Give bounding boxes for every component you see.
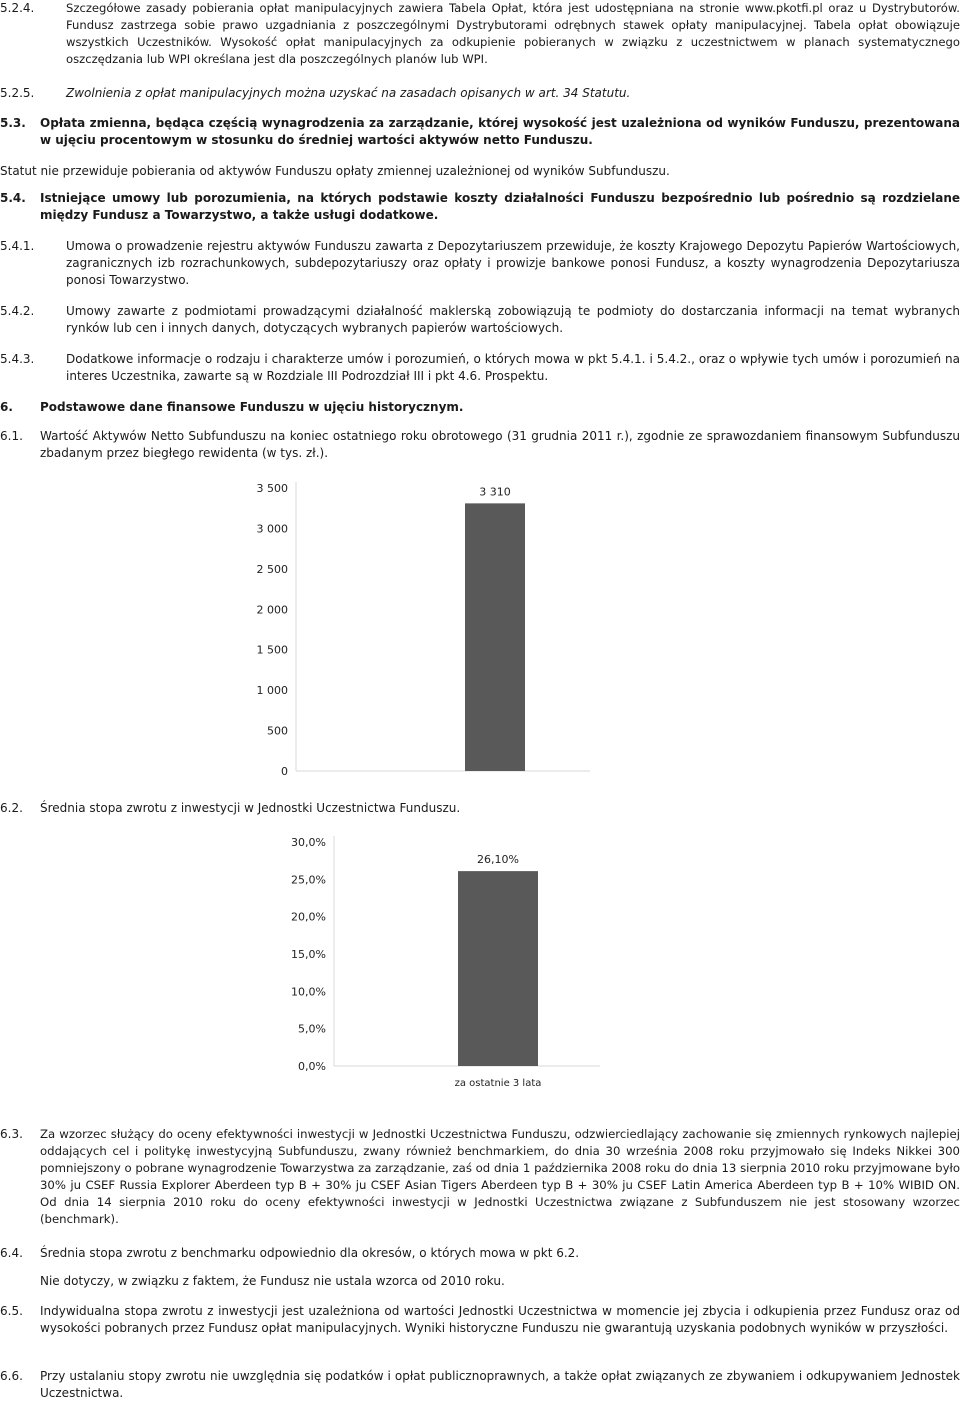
y-tick-label: 2 000 [256, 603, 288, 617]
section-text: Umowy zawarte z podmiotami prowadzącymi działalność maklerską zobowiązują te podmioty do dostarczania informacji na temat wybranych rynków lub cen i innych danych, dotyczących wybranych papierów wartościowych. [66, 304, 960, 335]
section-text: Istniejące umowy lub porozumienia, na których podstawie koszty działalności Funduszu bezpośrednio lub pośrednio są rozdzielane między Fundusz a Towarzystwo, a także usługi dodatkowe. [40, 191, 960, 222]
section-text: Umowa o prowadzenie rejestru aktywów Funduszu zawarta z Depozytariuszem przewiduje, że koszty Krajowego Depozytu Papierów Wartościowych, zagranicznych izb rozrachunkowych, subdepozytariuszy oraz opłaty i prowizje bankowe ponosi Fundusz, a koszty wynagrodzenia Depozytariusza ponosi Towarzystwo. [66, 239, 960, 287]
note-text: Statut nie przewiduje pobierania od aktywów Funduszu opłaty zmiennej uzależnionej od wyników Subfunduszu. [0, 164, 670, 178]
section-text: Średnia stopa zwrotu z inwestycji w Jednostki Uczestnictwa Funduszu. [40, 801, 461, 815]
y-tick-label: 10,0% [291, 985, 326, 999]
y-tick-label: 500 [267, 724, 288, 738]
section-text: Przy ustalaniu stopy zwrotu nie uwzględnia się podatków i opłat publicznoprawnych, a także opłat związanych ze zbywaniem i odkupywaniem Jednostek Uczestnictwa. [40, 1369, 960, 1400]
section-number: 6.6. [0, 1369, 23, 1383]
section-text: Opłata zmienna, będąca częścią wynagrodzenia za zarządzanie, której wysokość jest uzależniona od wyników Funduszu, prezentowana w ujęciu procentowym w stosunku do średniej wartości aktywów netto Funduszu. [40, 116, 960, 147]
y-tick-label: 2 500 [256, 562, 288, 576]
section-text: Dodatkowe informacje o rodzaju i charakterze umów i porozumień, o których mowa w pkt 5.4.1. i 5.4.2., oraz o wpływie tych umów i porozumień na interes Uczestnika, zawarte są w Rozdziale III Podrozdział III i pkt 4.6. Prospektu. [66, 352, 960, 383]
note-text: Nie dotyczy, w związku z faktem, że Fundusz nie ustala wzorca od 2010 roku. [40, 1274, 505, 1288]
y-tick-label: 5,0% [298, 1022, 326, 1036]
section-number: 6.3. [0, 1127, 23, 1141]
section-text: Szczegółowe zasady pobierania opłat manipulacyjnych zawiera Tabela Opłat, która jest udostępniana na stronie www.pkotfi.pl oraz u Dystrybutorów. Fundusz zastrzega sobie prawo uzgadniania z poszczególnymi Dystrybutorami odrębnych stawek opłaty manipulacyjnej. Tabela opłat obowiązuje wszystkich Uczestników. Wysokość opłat manipulacyjnych za odkupienie pobieranych w związku z uczestnictwem w planach systematycznego oszczędzania lub WPI określana jest dla poszczególnych planów lub WPI. [66, 1, 960, 66]
section-number: 5.2.4. [0, 1, 35, 15]
y-tick-label: 30,0% [291, 836, 326, 849]
section-number: 5.4. [0, 191, 26, 205]
y-tick-label: 3 000 [256, 522, 288, 536]
section-number: 5.2.5. [0, 86, 35, 100]
section-text: Wartość Aktywów Netto Subfunduszu na koniec ostatniego roku obrotowego (31 grudnia 2011 r.), zgodnie ze sprawozdaniem finansowym Subfunduszu zbadanym przez biegłego rewidenta (w tys. zł.). [40, 429, 960, 460]
section-number: 6.1. [0, 429, 23, 443]
section-number: 6.2. [0, 801, 23, 815]
section-number: 5.3. [0, 116, 26, 130]
section-text: Indywidualna stopa zwrotu z inwestycji jest uzależniona od wartości Jednostki Uczestnictwa w momencie jej zbycia i odkupienia przez Fundusz oraz od wysokości pobranych przez Fundusz opłat manipulacyjnych. Wyniki historyczne Funduszu nie gwarantują uzyskania podobnych wyników w przyszłości. [40, 1304, 960, 1335]
y-tick-label: 0 [281, 765, 288, 778]
bar [458, 871, 538, 1066]
x-category-label: za ostatnie 3 lata [454, 1078, 542, 1089]
section-text: Zwolnienia z opłat manipulacyjnych można uzyskać na zasadach opisanych w art. 34 Statutu. [66, 86, 631, 100]
bar-value-label: 26,10% [477, 853, 519, 867]
bar-value-label: 3 310 [479, 485, 511, 499]
section-number: 5.4.2. [0, 304, 35, 318]
y-tick-label: 15,0% [291, 948, 326, 961]
y-tick-label: 3 500 [256, 482, 288, 495]
section-text: Średnia stopa zwrotu z benchmarku odpowiednio dla okresów, o których mowa w pkt 6.2. [40, 1246, 580, 1260]
return-bar-chart [280, 830, 600, 1092]
section-heading: Podstawowe dane finansowe Funduszu w ujęciu historycznym. [40, 400, 464, 414]
section-number: 5.4.3. [0, 352, 35, 366]
section-number: 5.4.1. [0, 239, 35, 253]
section-number: 6.4. [0, 1246, 23, 1260]
section-text: Za wzorzec służący do oceny efektywności inwestycji w Jednostki Uczestnictwa Funduszu, odzwierciedlający zachowanie się zmiennych rynkowych najlepiej oddających cel i politykę inwestycyjną Subfunduszu, zwany również benchmarkiem, do dnia 30 września 2008 roku przyjmowało się Indeks Nikkei 300 pomniejszony o pobrane wynagrodzenie Towarzystwa za zarządzanie, zaś od dnia 1 października 2008 roku do dnia 13 sierpnia 2010 roku przyjmowane było 30% ju CSEF Russia Explorer Aberdeen typ B + 30% ju CSEF Asian Tigers Aberdeen typ B + 30% ju CSEF Latin America Aberdeen typ B + 10% WIBID ON. Od dnia 14 sierpnia 2010 roku do oceny efektywności inwestycji w Jednostki Uczestnictwa związane z Subfunduszem nie jest stosowany wzorzec (benchmark). [40, 1127, 960, 1226]
nav-bar-chart [240, 478, 590, 783]
section-number: 6.5. [0, 1304, 23, 1318]
y-tick-label: 20,0% [291, 910, 326, 924]
y-tick-label: 1 500 [256, 643, 288, 657]
section-number: 6. [0, 400, 13, 414]
bar [465, 503, 525, 771]
y-tick-label: 1 000 [256, 684, 288, 698]
y-tick-label: 0,0% [298, 1060, 326, 1073]
y-tick-label: 25,0% [291, 873, 326, 887]
